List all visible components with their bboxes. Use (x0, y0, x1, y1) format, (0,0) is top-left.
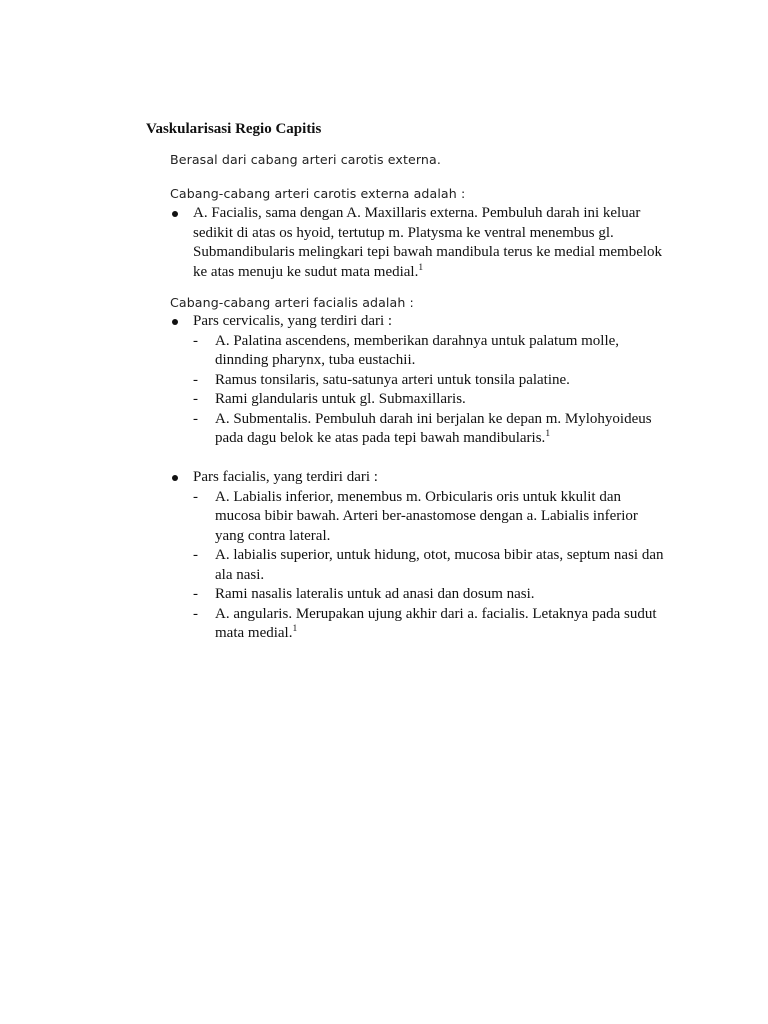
list-item (193, 410, 670, 449)
list-item (193, 390, 670, 410)
list-item (170, 468, 670, 644)
carotis-branches-list (170, 204, 670, 282)
pars-facialis-sublist (193, 488, 670, 644)
list-item-text: A. Palatina ascendens, memberikan darahnya untuk palatum molle, dinnding pharynx, tuba eustachii. (215, 332, 620, 368)
dash-icon: - (193, 391, 198, 407)
list-item (193, 371, 670, 391)
dash-icon: - (193, 547, 198, 563)
list-item-text: Rami glandularis untuk gl. Submaxillaris. (215, 391, 466, 407)
list-item-text: A. Facialis, sama dengan A. Maxillaris externa. Pembuluh darah ini keluar sedikit di atas os hyoid, tertutup m. Platysma ke ventral menembus gl. Submandibularis melingkari tepi bawah mandibula terus ke medial membelok ke atas menuju ke sudut mata medial. (193, 205, 663, 280)
dash-icon: - (193, 332, 198, 349)
dash-icon: - (193, 605, 198, 622)
facialis-branches-heading: Cabang-cabang arteri facialis adalah : (170, 295, 414, 310)
list-item-text: Rami nasalis lateralis untuk ad anasi dan dosum nasi. (215, 586, 535, 602)
pars-cervicalis-list (170, 312, 670, 449)
dash-icon: - (193, 410, 198, 427)
bullet-icon (172, 319, 178, 325)
list-item-text: A. labialis superior, untuk hidung, otot, mucosa bibir atas, septum nasi dan ala nasi. (215, 547, 664, 583)
document-title: Vaskularisasi Regio Capitis (146, 121, 322, 137)
pars-cervicalis-sublist (193, 332, 670, 449)
dash-icon: - (193, 586, 198, 602)
carotis-branches-heading: Cabang-cabang arteri carotis externa adalah : (170, 186, 466, 201)
list-item (193, 605, 670, 644)
intro-paragraph: Berasal dari cabang arteri carotis externa. (170, 152, 441, 167)
dash-icon: - (193, 371, 198, 388)
list-item (193, 332, 670, 371)
footnote-ref: 1 (418, 262, 424, 273)
pars-cervicalis-label: Pars cervicalis, yang terdiri dari : (193, 313, 393, 329)
list-item (193, 488, 670, 547)
list-item (170, 312, 670, 449)
pars-facialis-label: Pars facialis, yang terdiri dari : (193, 469, 378, 485)
footnote-ref: 1 (292, 624, 298, 634)
bullet-icon (172, 475, 178, 481)
list-item-text: A. angularis. Merupakan ujung akhir dari a. facialis. Letaknya pada sudut mata medial. (215, 605, 657, 641)
list-item (193, 585, 670, 605)
list-item-text: A. Labialis inferior, menembus m. Orbicularis oris untuk kkulit dan mucosa bibir bawah. Arteri ber-anastomose dengan a. Labialis inferior yang contra lateral. (215, 488, 638, 544)
list-item (193, 546, 670, 585)
list-item-text: Ramus tonsilaris, satu-satunya arteri untuk tonsila palatine. (215, 371, 570, 388)
bullet-icon (172, 211, 178, 217)
list-item-text: A. Submentalis. Pembuluh darah ini berjalan ke depan m. Mylohyoideus pada dagu belok ke atas pada tepi bawah mandibularis. (215, 410, 652, 446)
pars-facialis-list (170, 468, 670, 644)
footnote-ref: 1 (545, 429, 551, 439)
dash-icon: - (193, 488, 198, 505)
list-item (170, 204, 670, 282)
